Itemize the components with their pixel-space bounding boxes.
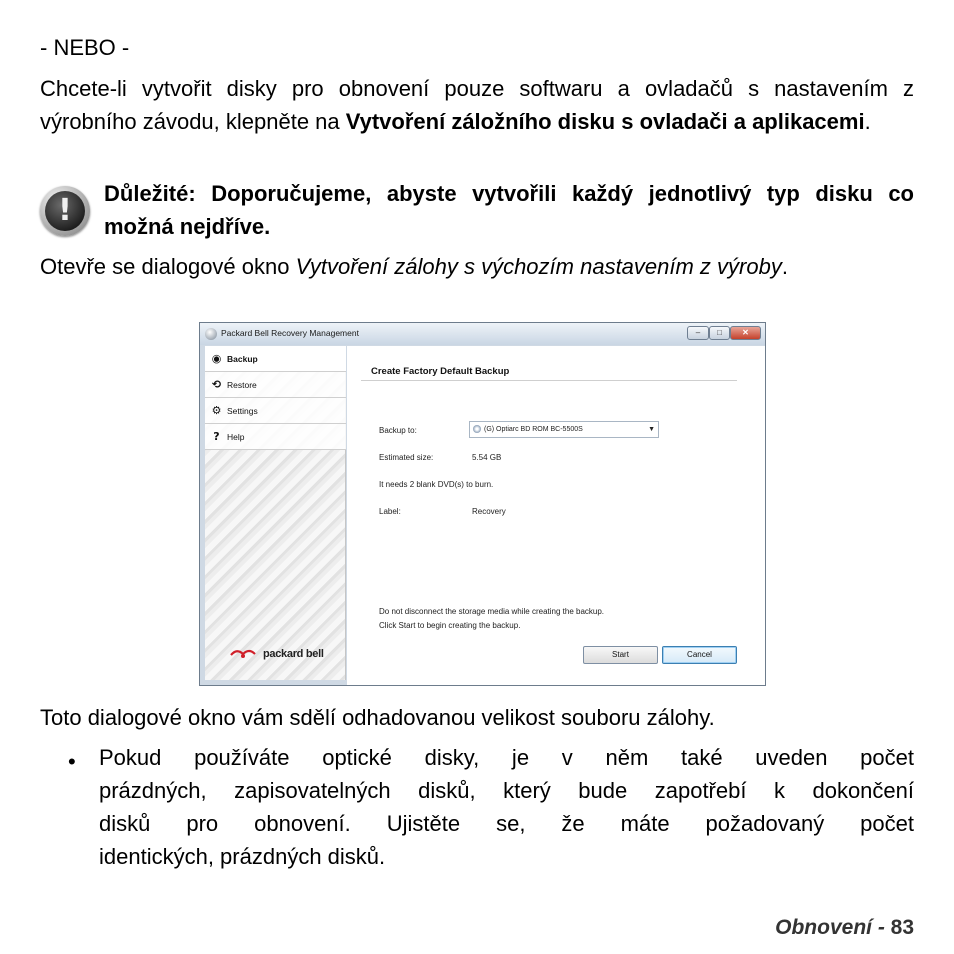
drive-icon <box>473 425 481 433</box>
sidebar-item-label: Restore <box>227 380 257 390</box>
sidebar-item-label: Help <box>227 432 245 442</box>
start-button[interactable]: Start <box>583 646 658 664</box>
page-footer <box>600 914 914 942</box>
paragraph-text: Chcete-li vytvořit disky pro obnovení pouze softwaru a ovladačů s nastavením z výrobního závodu, klepněte na <box>40 76 914 134</box>
help-icon: ? <box>213 430 220 443</box>
sidebar-item-settings[interactable] <box>205 398 346 424</box>
sidebar-item-label: Settings <box>227 406 258 416</box>
estimated-size-value: 5.54 GB <box>472 453 502 462</box>
start-instruction: Click Start to begin creating the backup. <box>379 621 521 630</box>
bullet-line: disků pro obnovení. Ujistěte se, že máte požadovaný počet <box>99 811 914 836</box>
sidebar-item-label: Backup <box>227 354 258 364</box>
restore-icon: ⟲ <box>211 378 222 391</box>
bullet-line: identických, prázdných disků. <box>99 844 386 869</box>
backup-drivers-option: Vytvoření záložního disku s ovladači a aplikacemi <box>345 109 865 134</box>
backup-panel <box>347 346 765 685</box>
paragraph-end: . <box>781 254 788 279</box>
backup-to-label: Backup to: <box>379 426 417 435</box>
panel-heading: Create Factory Default Backup <box>371 366 510 377</box>
window-title: Packard Bell Recovery Management <box>221 328 359 338</box>
window-titlebar <box>200 323 765 345</box>
dvd-count-text: It needs 2 blank DVD(s) to burn. <box>379 480 494 489</box>
page-number: 83 <box>890 916 914 939</box>
paragraph-end: . <box>864 109 871 134</box>
important-warning-icon: ! <box>40 186 90 236</box>
section-name: Obnovení - <box>775 916 891 939</box>
recovery-management-window <box>199 322 766 686</box>
gear-icon: ⚙ <box>211 404 222 417</box>
sidebar-item-restore[interactable] <box>205 372 346 398</box>
cancel-button[interactable]: Cancel <box>662 646 737 664</box>
bullet-line: Pokud používáte optické disky, je v něm také uveden počet <box>99 745 914 770</box>
label-value: Recovery <box>472 507 506 516</box>
app-icon <box>205 328 217 340</box>
close-button[interactable]: ✕ <box>730 326 761 340</box>
label-label: Label: <box>379 507 401 516</box>
minimize-button[interactable]: – <box>687 326 709 340</box>
disc-icon: ◉ <box>211 352 222 365</box>
chevron-down-icon: ▼ <box>648 426 655 433</box>
bullet-line: prázdných, zapisovatelných disků, který bude zapotřebí k dokončení <box>99 778 914 803</box>
backup-target-value: (G) Optiarc BD ROM BC-5500S <box>484 426 583 433</box>
heading-divider <box>361 380 737 381</box>
sidebar-item-backup[interactable] <box>205 346 346 372</box>
estimated-size-label: Estimated size: <box>379 453 434 462</box>
sidebar <box>205 346 346 680</box>
nebo-line: - NEBO - <box>40 35 130 60</box>
bullet-icon: • <box>68 749 76 774</box>
sidebar-item-help[interactable] <box>205 424 346 450</box>
paragraph-text: Otevře se dialogové okno <box>40 254 296 279</box>
brand-name: packard bell <box>263 648 324 660</box>
paragraph-dialog-opens <box>40 250 914 283</box>
maximize-button[interactable]: □ <box>709 326 730 340</box>
disconnect-warning: Do not disconnect the storage media while creating the backup. <box>379 607 605 616</box>
important-note: Důležité: Doporučujeme, abyste vytvořili každý jednotlivý typ disku co možná nejdříve. <box>104 181 914 239</box>
packard-bell-logo-icon <box>229 647 257 661</box>
paragraph-dialog-info: Toto dialogové okno vám sdělí odhadovanou velikost souboru zálohy. <box>40 705 715 730</box>
paragraph-backup-drivers <box>40 72 914 138</box>
backup-target-select[interactable] <box>469 421 659 438</box>
dialog-name: Vytvoření zálohy s výchozím nastavením z výroby <box>295 254 782 279</box>
